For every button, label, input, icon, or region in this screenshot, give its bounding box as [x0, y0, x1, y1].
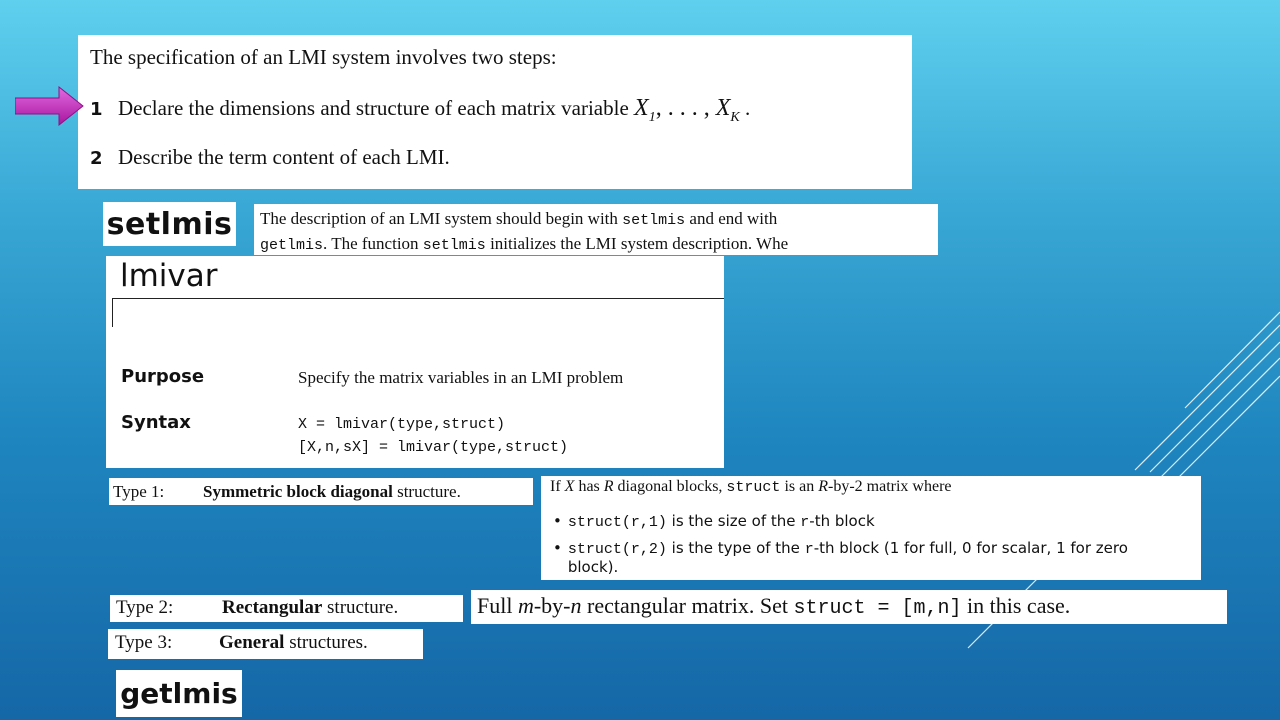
math-variable: $X_1$, . . . , $X_K$	[634, 95, 740, 125]
syntax-line-2: [X,n,sX] = lmivar(type,struct)	[298, 439, 569, 456]
divider	[112, 299, 113, 327]
list-item: • struct(r,1) is the size of the r-th block	[553, 512, 875, 531]
type3-label: Type 3: General structures.	[108, 629, 423, 659]
type2-description: Full m-by-n rectangular matrix. Set struct = [m,n] in this case.	[471, 590, 1227, 624]
type2-label: Type 2: Rectangular structure.	[110, 595, 463, 622]
syntax-line-1: X = lmivar(type,struct)	[298, 416, 506, 433]
purpose-label: Purpose	[121, 366, 205, 387]
syntax-label: Syntax	[121, 412, 191, 433]
step-number: 2	[90, 148, 103, 169]
step-1: 1 Declare the dimensions and structure of each matrix variable $X_1$, . . . , $X_K$ .	[90, 95, 751, 125]
list-item: • struct(r,2) is the type of the r-th block (1 for full, 0 for scalar, 1 for zero block).	[553, 539, 1128, 576]
setlmis-description: The description of an LMI system should begin with setlmis and end with getlmis. The function setlmis initializes the LMI system description. Whe	[254, 204, 938, 255]
step-2	[90, 145, 450, 170]
step-number: 1	[90, 99, 103, 120]
type1-label: Type 1: Symmetric block diagonal structure.	[109, 478, 533, 505]
lmi-steps-panel	[78, 35, 912, 189]
setlmis-title: setlmis	[103, 202, 236, 246]
step-text: Declare the dimensions and structure of each matrix variable	[118, 96, 629, 120]
lmivar-title: lmivar	[120, 258, 218, 294]
lmivar-panel	[106, 256, 724, 468]
intro-text: The specification of an LMI system involves two steps:	[90, 45, 557, 69]
purpose-text: Specify the matrix variables in an LMI problem	[298, 368, 624, 387]
getlmis-title: getlmis	[116, 670, 242, 717]
arrow-right-icon	[15, 86, 85, 126]
type1-description: If X has R diagonal blocks, struct is an R-by-2 matrix where • struct(r,1) is the size of the r-th block • struct(r,2) is the type of the r-th block (1 for full, 0 for scalar, 1 for zero block).	[541, 476, 1201, 580]
divider	[112, 298, 724, 299]
step-text: Describe the term content of each LMI.	[118, 145, 450, 169]
